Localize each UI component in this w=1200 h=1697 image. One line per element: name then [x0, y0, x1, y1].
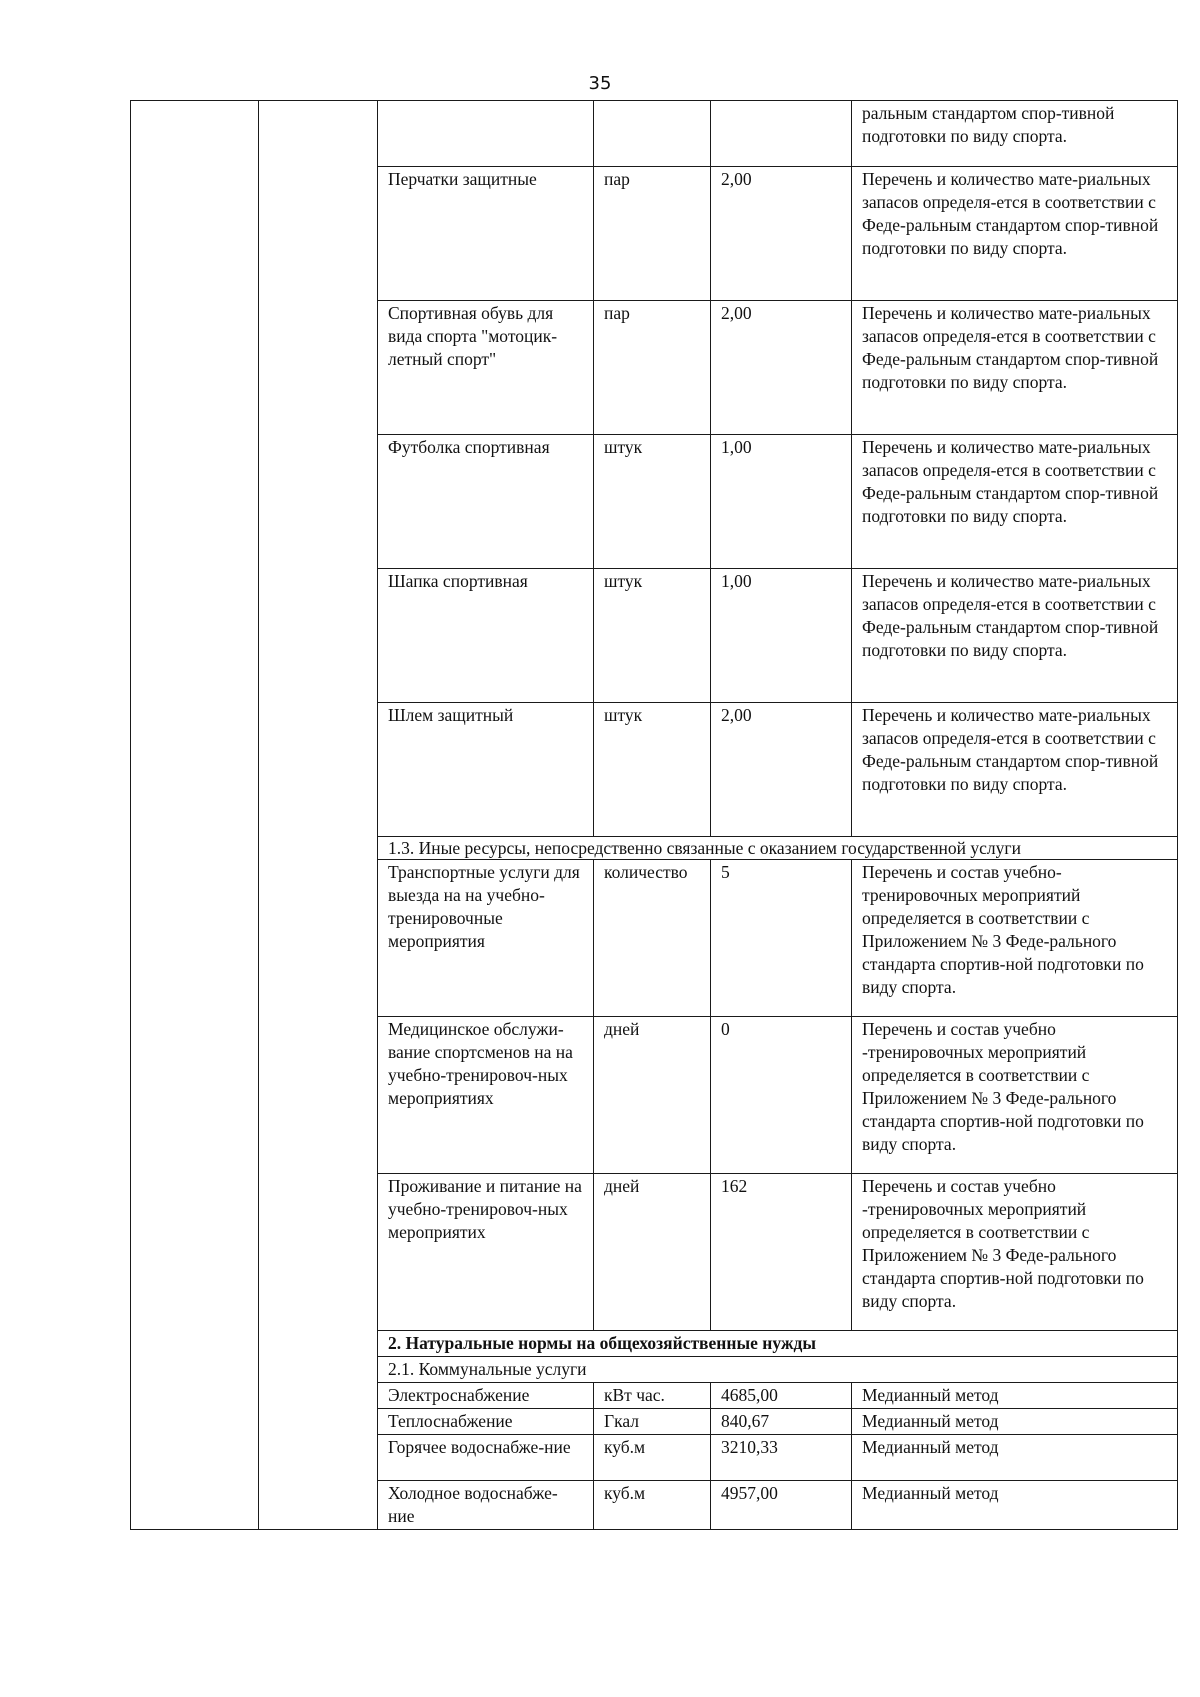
resource-name: Шлем защитный — [378, 703, 594, 837]
norms-table — [130, 100, 1178, 1530]
cell-empty — [378, 101, 594, 167]
quantity-cell: 4957,00 — [711, 1481, 852, 1530]
note-cell: ральным стандартом спор-тивной подготовки по виду спорта. — [852, 101, 1178, 167]
unit-cell: штук — [594, 703, 711, 837]
quantity-cell: 0 — [711, 1017, 852, 1174]
resource-name: Транспортные услуги для выезда на на учебно-тренировочные мероприятия — [378, 860, 594, 1017]
unit-cell: пар — [594, 301, 711, 435]
unit-cell: дней — [594, 1174, 711, 1331]
quantity-cell: 5 — [711, 860, 852, 1017]
continuation-row — [131, 101, 1178, 167]
resource-name: Проживание и питание на учебно-тренировоч-ных мероприятих — [378, 1174, 594, 1331]
resource-name: Шапка спортивная — [378, 569, 594, 703]
note-cell: Перечень и количество мате-риальных запасов определя-ется в соответствии с Феде-ральным стандартом спор-тивной подготовки по виду спорта. — [852, 301, 1178, 435]
quantity-cell: 840,67 — [711, 1409, 852, 1435]
method-cell: Медианный метод — [852, 1481, 1178, 1530]
blank-column-2 — [259, 101, 378, 1530]
method-cell: Медианный метод — [852, 1383, 1178, 1409]
subsection-heading: 2.1. Коммунальные услуги — [378, 1357, 1178, 1383]
resource-name: Теплоснабжение — [378, 1409, 594, 1435]
resource-name: Электроснабжение — [378, 1383, 594, 1409]
quantity-cell: 4685,00 — [711, 1383, 852, 1409]
resource-name: Медицинское обслужи-вание спортсменов на на учебно-тренировоч-ных мероприятиях — [378, 1017, 594, 1174]
note-cell: Перечень и состав учебно -тренировочных мероприятий определяется в соответствии с Приложением № 3 Феде-рального стандарта спортив-ной подготовки по виду спорта. — [852, 1174, 1178, 1331]
unit-cell: дней — [594, 1017, 711, 1174]
note-cell: Перечень и состав учебно -тренировочных мероприятий определяется в соответствии с Приложением № 3 Феде-рального стандарта спортив-ной подготовки по виду спорта. — [852, 1017, 1178, 1174]
note-cell: Перечень и количество мате-риальных запасов определя-ется в соответствии с Феде-ральным стандартом спор-тивной подготовки по виду спорта. — [852, 703, 1178, 837]
section-heading: 1.3. Иные ресурсы, непосредственно связанные с оказанием государственной услуги — [378, 837, 1178, 860]
quantity-cell: 2,00 — [711, 167, 852, 301]
note-cell: Перечень и количество мате-риальных запасов определя-ется в соответствии с Феде-ральным стандартом спор-тивной подготовки по виду спорта. — [852, 167, 1178, 301]
cell-empty — [594, 101, 711, 167]
quantity-cell: 1,00 — [711, 569, 852, 703]
cell-empty — [711, 101, 852, 167]
method-cell: Медианный метод — [852, 1435, 1178, 1481]
note-cell: Перечень и состав учебно-тренировочных мероприятий определяется в соответствии с Приложением № 3 Феде-рального стандарта спортив-ной подготовки по виду спорта. — [852, 860, 1178, 1017]
note-cell: Перечень и количество мате-риальных запасов определя-ется в соответствии с Феде-ральным стандартом спор-тивной подготовки по виду спорта. — [852, 435, 1178, 569]
blank-column-1 — [131, 101, 259, 1530]
unit-cell: куб.м — [594, 1481, 711, 1530]
quantity-cell: 1,00 — [711, 435, 852, 569]
resource-name: Перчатки защитные — [378, 167, 594, 301]
method-cell: Медианный метод — [852, 1409, 1178, 1435]
quantity-cell: 162 — [711, 1174, 852, 1331]
quantity-cell: 3210,33 — [711, 1435, 852, 1481]
quantity-cell: 2,00 — [711, 301, 852, 435]
note-cell: Перечень и количество мате-риальных запасов определя-ется в соответствии с Феде-ральным стандартом спор-тивной подготовки по виду спорта. — [852, 569, 1178, 703]
unit-cell: пар — [594, 167, 711, 301]
unit-cell: Гкал — [594, 1409, 711, 1435]
quantity-cell: 2,00 — [711, 703, 852, 837]
unit-cell: штук — [594, 435, 711, 569]
page-number: 35 — [588, 73, 612, 94]
unit-cell: кВт час. — [594, 1383, 711, 1409]
unit-cell: куб.м — [594, 1435, 711, 1481]
unit-cell: штук — [594, 569, 711, 703]
resource-name: Футболка спортивная — [378, 435, 594, 569]
resource-name: Холодное водоснабже-ние — [378, 1481, 594, 1530]
resource-name: Спортивная обувь для вида спорта "мотоцик-летный спорт" — [378, 301, 594, 435]
section-heading: 2. Натуральные нормы на общехозяйственные нужды — [378, 1331, 1178, 1357]
resource-name: Горячее водоснабже-ние — [378, 1435, 594, 1481]
unit-cell: количество — [594, 860, 711, 1017]
